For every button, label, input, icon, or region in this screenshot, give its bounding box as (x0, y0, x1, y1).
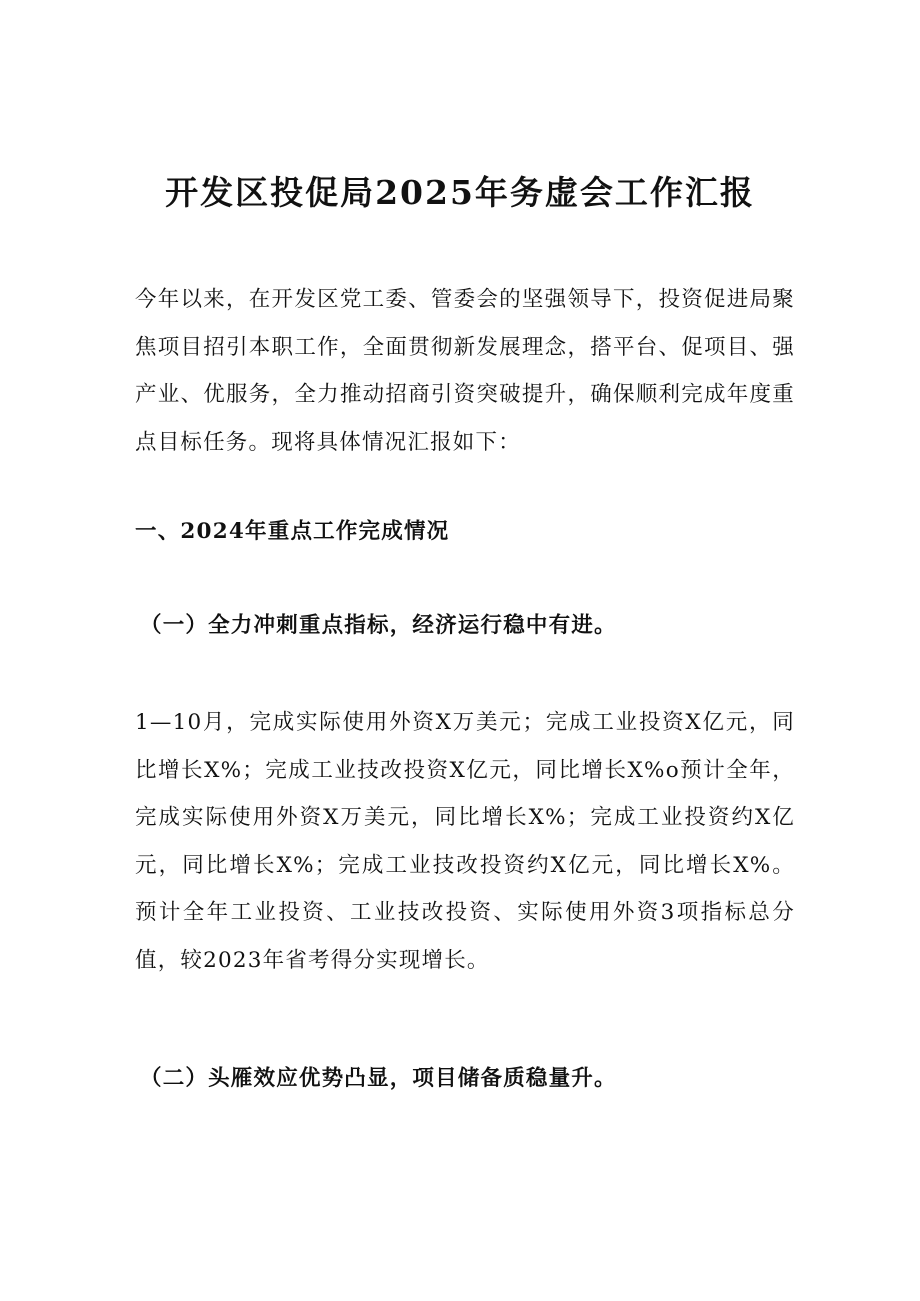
subsection-2-heading: （二）头雁效应优势凸显，项目储备质稳量升。 (140, 1066, 617, 1091)
intro-paragraph: 今年以来，在开发区党工委、管委会的坚强领导下，投资促进局聚焦项目招引本职工作，全面贯彻新发展理念，搭平台、促项目、强产业、优服务，全力推动招商引资突破提升，确保顺利完成年度重点目标任务。现将具体情况汇报如下： (135, 287, 795, 455)
subsection-1-heading: （一）全力冲刺重点指标，经济运行稳中有进。 (140, 613, 617, 638)
document-title: 开发区投促局2025年务虚会工作汇报 (165, 173, 755, 213)
section-one-heading: 一、2024年重点工作完成情况 (135, 519, 450, 544)
subsection-1-body: 1—10月，完成实际使用外资X万美元；完成工业投资X亿元，同比增长X%；完成工业技改投资X亿元，同比增长X%o预计全年，完成实际使用外资X万美元，同比增长X%；完成工业投资约X亿元，同比增长X%；完成工业技改投资约X亿元，同比增长X%。预计全年工业投资、工业技改投资、实际使用外资3项指标总分值，较2023年省考得分实现增长。 (135, 710, 795, 973)
